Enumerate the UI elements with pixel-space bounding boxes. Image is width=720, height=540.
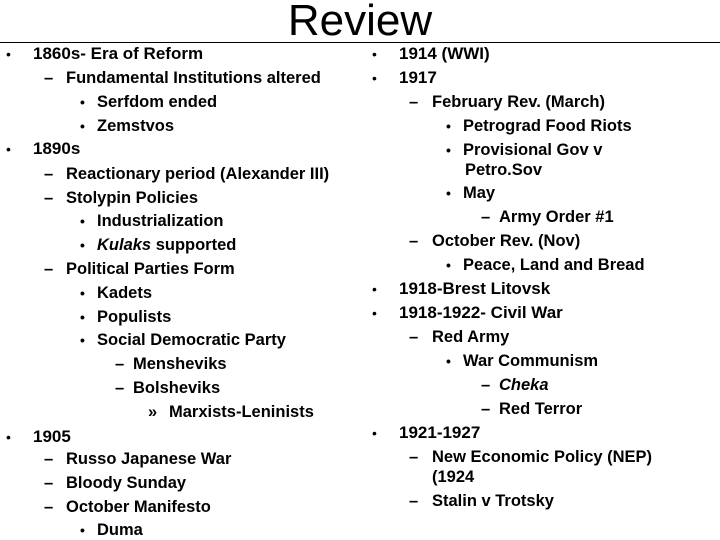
bullet-icon: •	[446, 353, 451, 369]
bullet-icon: •	[80, 332, 85, 348]
dash-icon: –	[44, 498, 54, 516]
bullet-icon: •	[446, 142, 451, 158]
dash-icon: –	[44, 69, 54, 87]
dash-icon: –	[409, 328, 419, 346]
bullet-icon: •	[80, 285, 85, 301]
dash-icon: –	[44, 260, 54, 278]
dash-icon: –	[409, 93, 419, 111]
bullet-icon: •	[6, 429, 11, 445]
bullet-icon: •	[446, 118, 451, 134]
dash-icon: –	[44, 165, 54, 183]
chevron-icon: »	[148, 403, 158, 421]
dash-icon: –	[44, 189, 54, 207]
dash-icon: –	[409, 492, 419, 510]
bullet-icon: •	[446, 185, 451, 201]
dash-icon: –	[409, 232, 419, 250]
bullet-icon: •	[372, 425, 377, 441]
bullet-icon: •	[80, 94, 85, 110]
bullet-icon: •	[6, 46, 11, 62]
dash-icon: –	[44, 450, 54, 468]
bullet-icon: •	[372, 70, 377, 86]
dash-icon: –	[481, 400, 491, 418]
dash-icon: –	[115, 355, 125, 373]
bullet-icon: •	[372, 46, 377, 62]
title-divider	[0, 42, 720, 43]
bullet-icon: •	[80, 237, 85, 253]
bullet-icon: •	[80, 309, 85, 325]
dash-icon: –	[44, 474, 54, 492]
bullet-icon: •	[446, 257, 451, 273]
bullet-icon: •	[372, 305, 377, 321]
dash-icon: –	[481, 376, 491, 394]
slide-title: Review	[287, 0, 433, 45]
dash-icon: –	[409, 448, 419, 466]
dash-icon: –	[481, 208, 491, 226]
bullet-icon: •	[80, 118, 85, 134]
bullet-icon: •	[80, 522, 85, 538]
bullet-icon: •	[372, 281, 377, 297]
bullet-icon: •	[80, 213, 85, 229]
dash-icon: –	[115, 379, 125, 397]
bullet-icon: •	[6, 141, 11, 157]
